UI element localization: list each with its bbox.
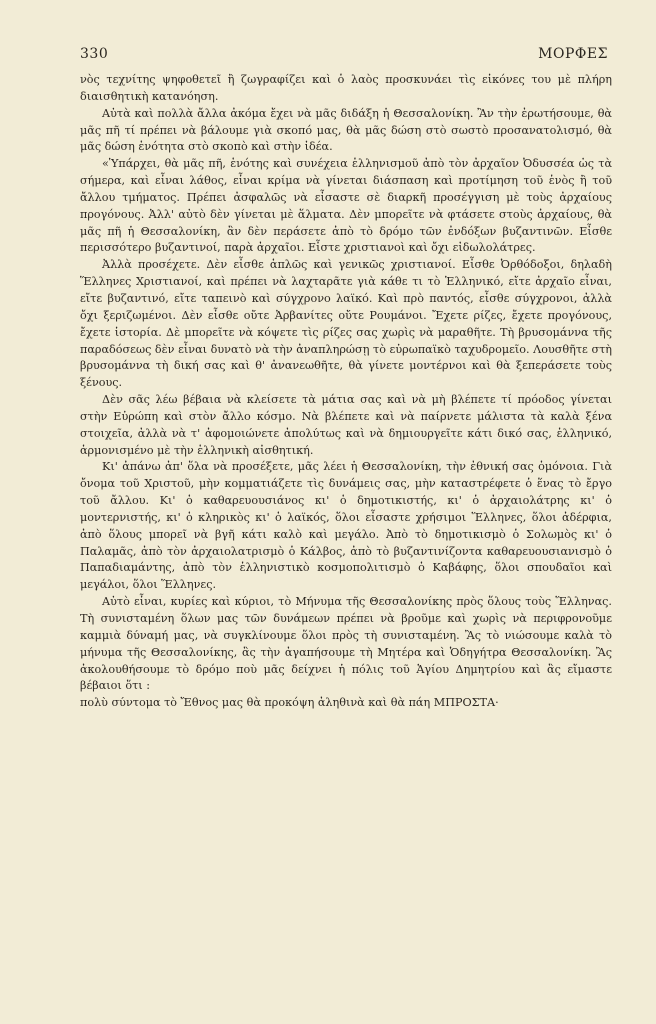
closing-line: πολὺ σύντομα τὸ Ἔθνος μας θὰ προκόψη ἀληθινὰ καὶ θὰ πάη ΜΠΡΟΣΤΑ· [80, 696, 499, 710]
paragraph: νὸς τεχνίτης ψηφοθετεῖ ἢ ζωγραφίζει καὶ ὁ λαὸς προσκυνάει τὶς εἰκόνες του μὲ πλήρη διαισθητικὴ κατανόηση. [80, 73, 612, 103]
paragraph: Ἀλλὰ προσέχετε. Δὲν εἶσθε ἁπλῶς καὶ γενικῶς χριστιανοί. Εἶσθε Ὀρθόδοξοι, δηλαδὴ Ἕλληνες Χριστιανοί, καὶ πρέπει νὰ λαχταρᾶτε γιὰ κάθε τι τὸ Ἑλληνικό, εἴτε ἀρχαῖο εἶναι, εἴτε βυζαντινό, εἴτε ταπεινὸ καὶ σύγχρονο λαϊκό. Καὶ πρὸ παντός, εἶσθε σύγχρονοι, ἀλλὰ ὄχι ξεριζωμένοι. Δὲν εἶσθε οὔτε Ἀρβανίτες οὔτε Ρουμάνοι. Ἔχετε ρίζες, ἔχετε προγόνους, ἔχετε ἱστορία. Δὲ μπορεῖτε νὰ κόψετε τὶς ρίζες σας χωρὶς νὰ μαραθῆτε. Τὴ βρυσομάννα τῆς παραδόσεως δὲν εἶναι δυνατὸ νὰ τὴν ἀναπληρώσῃ τὸ εὐρωπαϊκὸ ταχυδρομεῖο. Λουσθῆτε στὴ βρυσομάννα τὴ δική σας καὶ θ' ἀνανεωθῆτε, θὰ γίνετε μοντέρνοι καὶ θὰ ξεπεράσετε τοὺς ξένους. [80, 258, 612, 390]
body-text [80, 72, 612, 712]
paragraph: «Ὑπάρχει, θὰ μᾶς πῆ, ἑνότης καὶ συνέχεια ἑλληνισμοῦ ἀπὸ τὸν ἀρχαῖον Ὀδυσσέα ὡς τὰ σήμερα, καὶ εἶναι λάθος, εἶναι κρίμα νὰ γίνεται διάσπαση καὶ προτίμηση τοῦ ἑνὸς ἢ τοῦ ἄλλου τμήματος. Πρέπει ἀσφαλῶς νὰ εἶσαστε σὲ διαρκῆ προσέγγιση μὲ τοὺς ἀρχαίους προγόνους. Ἀλλ' αὐτὸ δὲν γίνεται μὲ ἅλματα. Δὲν μπορεῖτε νὰ φτάσετε στοὺς ἀρχαίους, θὰ μᾶς πῆ ἡ Θεσσαλονίκη, ἂν δὲν περάσετε ἀπὸ τὸ δρόμο τῶν ἐνδόξων βυζαντινῶν. Εἶσθε περισσότερο βυζαντινοί, παρὰ ἀρχαῖοι. Εἶστε χριστιανοὶ καὶ ὄχι εἰδωλολάτρες. [80, 157, 612, 255]
paragraph: Αὐτὸ εἶναι, κυρίες καὶ κύριοι, τὸ Μήνυμα τῆς Θεσσαλονίκης πρὸς ὅλους τοὺς Ἕλληνας. Τὴ συνισταμένη ὅλων μας τῶν δυνάμεων πρέπει νὰ βροῦμε καὶ χωρὶς νὰ περιφρονοῦμε καμμιὰ δύναμή μας, νὰ συγκλίνουμε ὅλοι πρὸς τὴ συνισταμένη. Ἂς τὸ νιώσουμε καλὰ τὸ μήνυμα τῆς Θεσσαλονίκης, ἂς τὴν ἀγαπήσουμε τὴ Μητέρα καὶ Ὁδηγήτρα Θεσσαλονίκη. Ἂς ἀκολουθήσουμε τὸ δρόμο ποὺ μᾶς δείχνει ἡ πόλις τοῦ Ἁγίου Δημητρίου καὶ ἂς εἴμαστε βέβαιοι ὅτι : [80, 595, 612, 693]
page-header [80, 46, 608, 62]
paragraph: Αὐτὰ καὶ πολλὰ ἄλλα ἀκόμα ἔχει νὰ μᾶς διδάξη ἡ Θεσσαλονίκη. Ἂν τὴν ἐρωτήσουμε, θὰ μᾶς πῆ τί πρέπει νὰ βάλουμε γιὰ σκοπό μας, θὰ μᾶς δώση στὸ σωστὸ προσανατολισμό, θὰ μᾶς δώση ἑνότητα στὸ σκοπὸ καὶ στὴν ἰδέα. [80, 106, 612, 154]
running-title: ΜΟΡΦΕΣ [538, 46, 608, 62]
page-number: 330 [80, 46, 109, 62]
paragraph: Δὲν σᾶς λέω βέβαια νὰ κλείσετε τὰ μάτια σας καὶ νὰ μὴ βλέπετε τί πρόοδος γίνεται στὴν Εὐρώπη καὶ στὸν ἄλλο κόσμο. Νὰ βλέπετε καὶ νὰ παίρνετε μάλιστα τὰ καλὰ ξένα στοιχεῖα, ἀλλὰ νὰ τ' ἀφομοιώνετε ἀπολύτως καὶ νὰ δημιουργεῖτε κάτι δικό σας, ἑλληνικό, ἁρμονισμένο μὲ τὴν ἑλληνικὴ αἰσθητική. [80, 393, 612, 457]
paragraph: Κι' ἀπάνω ἀπ' ὅλα νὰ προσέξετε, μᾶς λέει ἡ Θεσσαλονίκη, τὴν ἐθνική σας ὁμόνοια. Γιὰ ὄνομα τοῦ Χριστοῦ, μὴν κομματιάζετε τὶς δυνάμεις σας, μὴν καταστρέφετε ὁ ἕνας τὸ ἔργο τοῦ ἄλλου. Κι' ὁ καθαρευουσιάνος κι' ὁ δημοτικιστής, κι' ὁ ἀρχαιολάτρης κι' ὁ μοντερνιστής, κι' ὁ κληρικὸς κι' ὁ λαϊκός, ὅλοι εἶσαστε χρήσιμοι Ἕλληνες, ὅλοι ἀδέρφια, ἀπὸ ὅλους μπορεῖ νὰ βγῆ κάτι καλὸ καὶ μεγάλο. Ἀπὸ τὸ δημοτικισμὸ ὁ Σολωμὸς κι' ὁ Παλαμᾶς, ἀπὸ τὸν ἀρχαιολατρισμὸ ὁ Κάλβος, ἀπὸ τὸ βυζαντινίζοντα καθαρευουσιανισμὸ ὁ Παπαδιαμάντης, ἀπὸ τὸν ἑλληνιστικὸ κοσμοπολιτισμὸ ὁ Καβάφης, ὅλοι σπουδαῖοι καὶ μεγάλοι, ὅλοι Ἕλληνες. [80, 460, 612, 592]
